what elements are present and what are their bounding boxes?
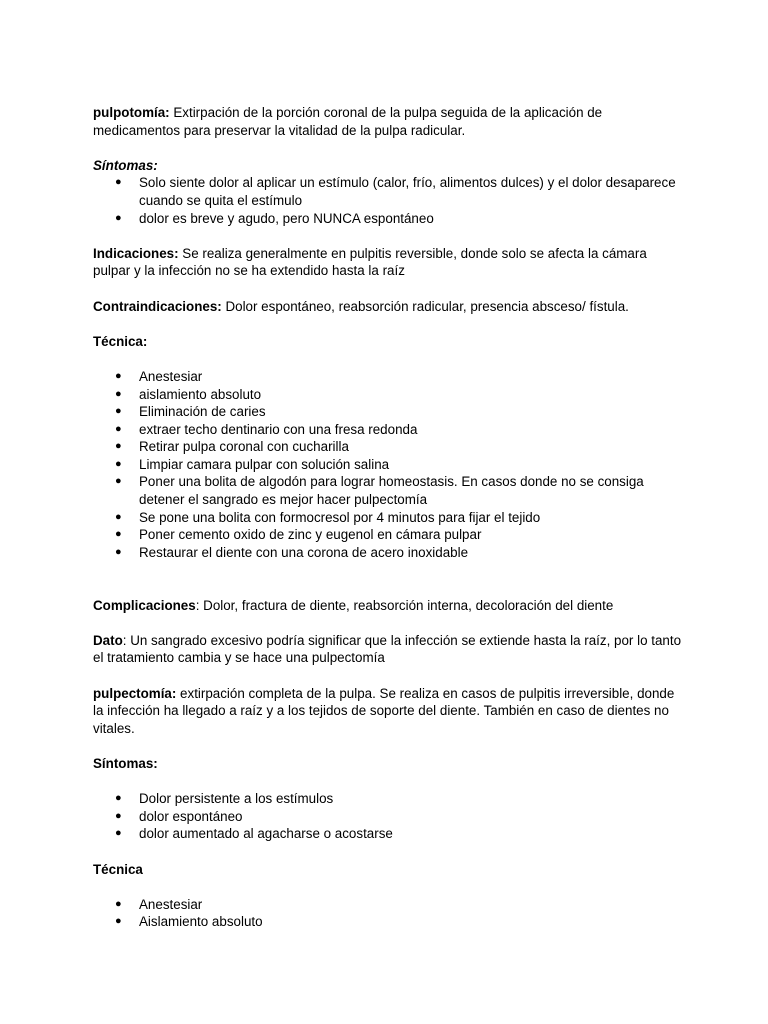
list-item: ● Poner una bolita de algodón para lograr homeostasis. En casos donde no se consiga detener el sangrado es mejor hacer pulpectomía	[115, 474, 644, 508]
sintomas-heading-2: Síntomas:	[93, 755, 158, 771]
list-item: ● Restaurar el diente con una corona de acero inoxidable	[115, 544, 469, 560]
pulpectomia-text: extirpación completa de la pulpa. Se realiza en casos de pulpitis irreversible, donde la infección ha llegado a raíz y a los tejidos de soporte del diente. También en caso de dientes no vitales.	[93, 685, 675, 736]
bullet: ●	[115, 545, 122, 558]
complicaciones-label: Complicaciones	[93, 597, 196, 613]
pulpectomia-term: pulpectomía:	[93, 685, 177, 701]
bullet: ●	[115, 440, 122, 453]
bullet: ●	[115, 176, 122, 189]
bullet: ●	[115, 369, 122, 382]
tecnica-heading-1: Técnica:	[93, 333, 148, 349]
list-item: ● Se pone una bolita con formocresol por 4 minutos para fijar el tejido	[115, 509, 541, 525]
bullet: ●	[115, 387, 122, 400]
dato-label: Dato	[93, 632, 123, 648]
bullet: ●	[115, 897, 122, 910]
list-item: ● Limpiar camara pulpar con solución salina	[115, 456, 390, 472]
bullet: ●	[115, 827, 122, 840]
list-item: ● Dolor persistente a los estímulos	[115, 791, 334, 807]
contraindicaciones-label: Contraindicaciones:	[93, 298, 222, 314]
list-item: ● Solo siente dolor al aplicar un estímulo (calor, frío, alimentos dulces) y el dolor desaparece cuando se quita el estímulo	[115, 175, 676, 208]
pulpotomia-text: Extirpación de la porción coronal de la pulpa seguida de la aplicación de medicamentos para preservar la vitalidad de la pulpa radicular.	[93, 105, 603, 138]
bullet: ●	[115, 211, 122, 224]
list-item: ● extraer techo dentinario con una fresa redonda	[115, 421, 418, 437]
bullet: ●	[115, 510, 122, 523]
bullet: ●	[115, 809, 122, 822]
list-item: ● Aislamiento absoluto	[115, 914, 263, 930]
sintomas-list-1	[93, 174, 683, 227]
bullet: ●	[115, 475, 122, 488]
list-item: ● aislamiento absoluto	[115, 386, 262, 402]
bullet: ●	[115, 422, 122, 435]
list-item: ● Eliminación de caries	[115, 404, 266, 420]
pulpotomia-term: pulpotomía:	[93, 105, 170, 120]
bullet: ●	[115, 792, 122, 805]
indicaciones-paragraph	[93, 245, 683, 280]
contraindicaciones-paragraph	[93, 298, 683, 316]
document-page	[93, 104, 683, 931]
bullet: ●	[115, 457, 122, 470]
bullet: ●	[115, 915, 122, 928]
list-item: ● Anestesiar	[115, 368, 203, 384]
sintomas-list-2	[93, 790, 683, 843]
tecnica-heading-2: Técnica	[93, 861, 143, 877]
list-item: ● dolor aumentado al agacharse o acostarse	[115, 826, 393, 842]
pulpotomia-definition	[93, 104, 683, 139]
list-item: ● dolor espontáneo	[115, 808, 243, 824]
bullet: ●	[115, 528, 122, 541]
tecnica-list-2	[93, 896, 683, 931]
complicaciones-paragraph	[93, 597, 683, 615]
list-item: ● Poner cemento oxido de zinc y eugenol en cámara pulpar	[115, 527, 482, 543]
pulpectomia-definition	[93, 685, 683, 738]
list-item: ● dolor es breve y agudo, pero NUNCA espontáneo	[115, 210, 434, 226]
complicaciones-text: : Dolor, fractura de diente, reabsorción interna, decoloración del diente	[195, 597, 614, 613]
bullet: ●	[115, 405, 122, 418]
contraindicaciones-text: Dolor espontáneo, reabsorción radicular, presencia absceso/ fístula.	[221, 298, 629, 314]
sintomas-heading-1: Síntomas:	[93, 157, 158, 173]
indicaciones-label: Indicaciones:	[93, 245, 179, 261]
dato-paragraph	[93, 632, 683, 667]
tecnica-list-1	[93, 368, 683, 562]
indicaciones-text: Se realiza generalmente en pulpitis reversible, donde solo se afecta la cámara pulpar y la infección no se ha extendido hasta la raíz	[93, 245, 647, 279]
dato-text: : Un sangrado excesivo podría significar que la infección se extiende hasta la raíz, por lo tanto el tratamiento cambia y se hace una pulpectomía	[93, 632, 682, 666]
list-item: ● Retirar pulpa coronal con cucharilla	[115, 439, 349, 455]
list-item: ● Anestesiar	[115, 896, 203, 912]
